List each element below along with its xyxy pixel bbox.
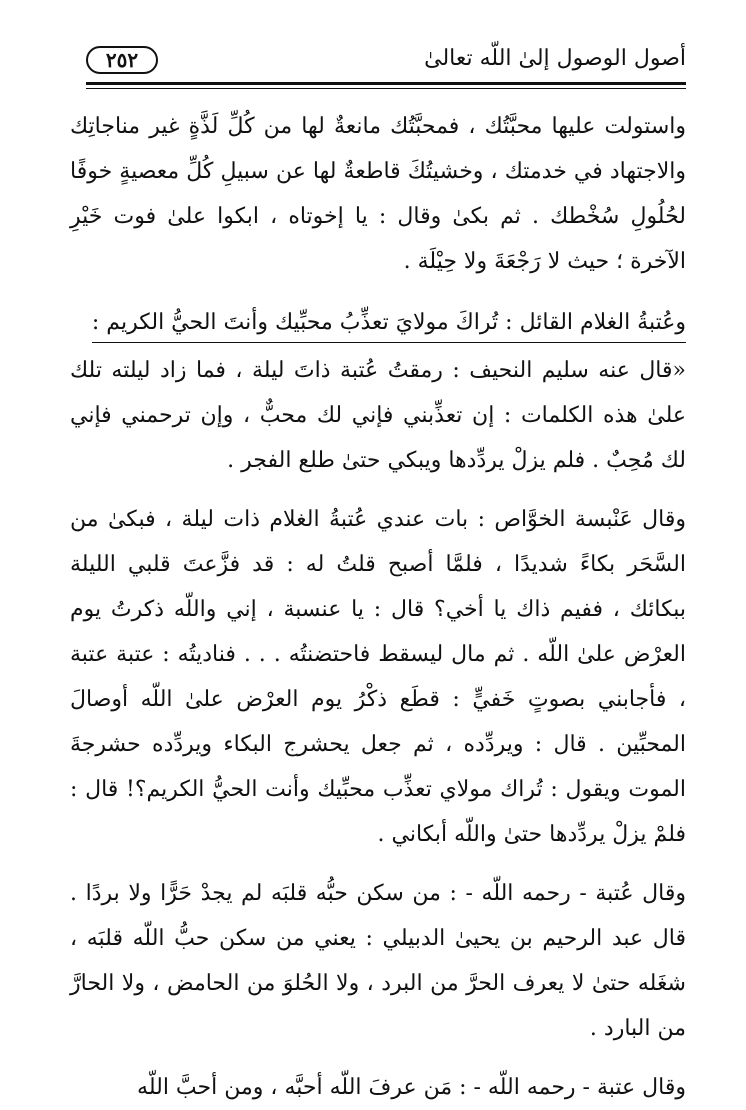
paragraph-1: واستولت عليها محبَّتُك ، فمحبَّتُك مانعةٌ لها من كُلِّ لَذَّةٍ غير مناجاتِك والاجتهاد في خدمتك ، وخشيتُكَ قاطعةٌ لها عن سبيلِ كُلِّ معصيةٍ خوفًا لحُلُولِ سُخْطك . ثم بكىٰ وقال : يا إخوتاه ، ابكوا علىٰ فوت خَيْرِ الآخرة ؛ حيث لا رَجْعَةَ ولا حِيْلَة .	[70, 114, 686, 274]
header-rule-thick	[86, 82, 686, 85]
header-rule-thin	[86, 88, 686, 89]
page-header	[86, 40, 686, 80]
paragraph-gap	[70, 483, 686, 497]
paragraph-5: وقال عتبة - رحمه اللّه - : مَن عرفَ اللّه أحبَّه ، ومن أحبَّ اللّه	[137, 1075, 686, 1100]
running-title: أصول الوصول إلىٰ اللّه تعالىٰ	[424, 46, 686, 71]
paragraph-4: وقال عُتبة - رحمه اللّه - : من سكن حبُّه قلبَه لم يجدْ حَرًّا ولا بردًا . قال عبد الرحيم بن يحيىٰ الدبيلي : يعني من سكن حبُّ اللّه قلبَه ، شغَله حتىٰ لا يعرف الحرَّ من البرد ، ولا الحُلوَ من الحامض ، ولا الحارَّ من البارد .	[70, 881, 686, 1041]
paragraph-gap	[70, 284, 686, 298]
body-text	[70, 104, 686, 1110]
section-heading: وعُتبةُ الغلام القائل : تُراكَ مولايَ تعذِّبُ محبِّيك وأنتَ الحيُّ الكريم :	[92, 306, 686, 343]
paragraph-gap	[70, 857, 686, 871]
paragraph-2: «قال عنه سليم النحيف : رمقتُ عُتبة ذاتَ ليلة ، فما زاد ليلته تلك علىٰ هذه الكلمات : إن تعذِّبني فإني لك محبٌّ ، وإن ترحمني فإني لك مُحِبٌ . فلم يزلْ يردِّدها ويبكي حتىٰ طلع الفجر .	[70, 358, 686, 473]
paragraph-3: وقال عَنْبسة الخوَّاص : بات عندي عُتبةُ الغلام ذات ليلة ، فبكىٰ من السَّحَر بكاءً شديدًا ، فلمَّا أصبح قلتُ له : قد فزَّعتَ قلبي الليلة ببكائك ، ففيم ذاك يا أخي؟ قال : يا عنسبة ، إني واللّه ذكرتُ يوم العرْض علىٰ اللّه . ثم مال ليسقط فاحتضنتُه . . . فناديتُه : عتبة عتبة ، فأجابني بصوتٍ خَفيٍّ : قطَع ذكْرُ يوم العرْض علىٰ اللّه أوصالَ المحبِّين . قال : ويردِّده ، ثم جعل يحشرج البكاء ويردِّده حشرجةَ الموت ويقول : تُراك مولاي تعذِّب محبِّيك وأنت الحيُّ الكريم؟! قال : فلمْ يزلْ يردِّدها حتىٰ واللّه أبكاني .	[70, 507, 686, 847]
page-number-badge: ٢٥٢	[86, 46, 158, 74]
paragraph-gap	[70, 1051, 686, 1065]
